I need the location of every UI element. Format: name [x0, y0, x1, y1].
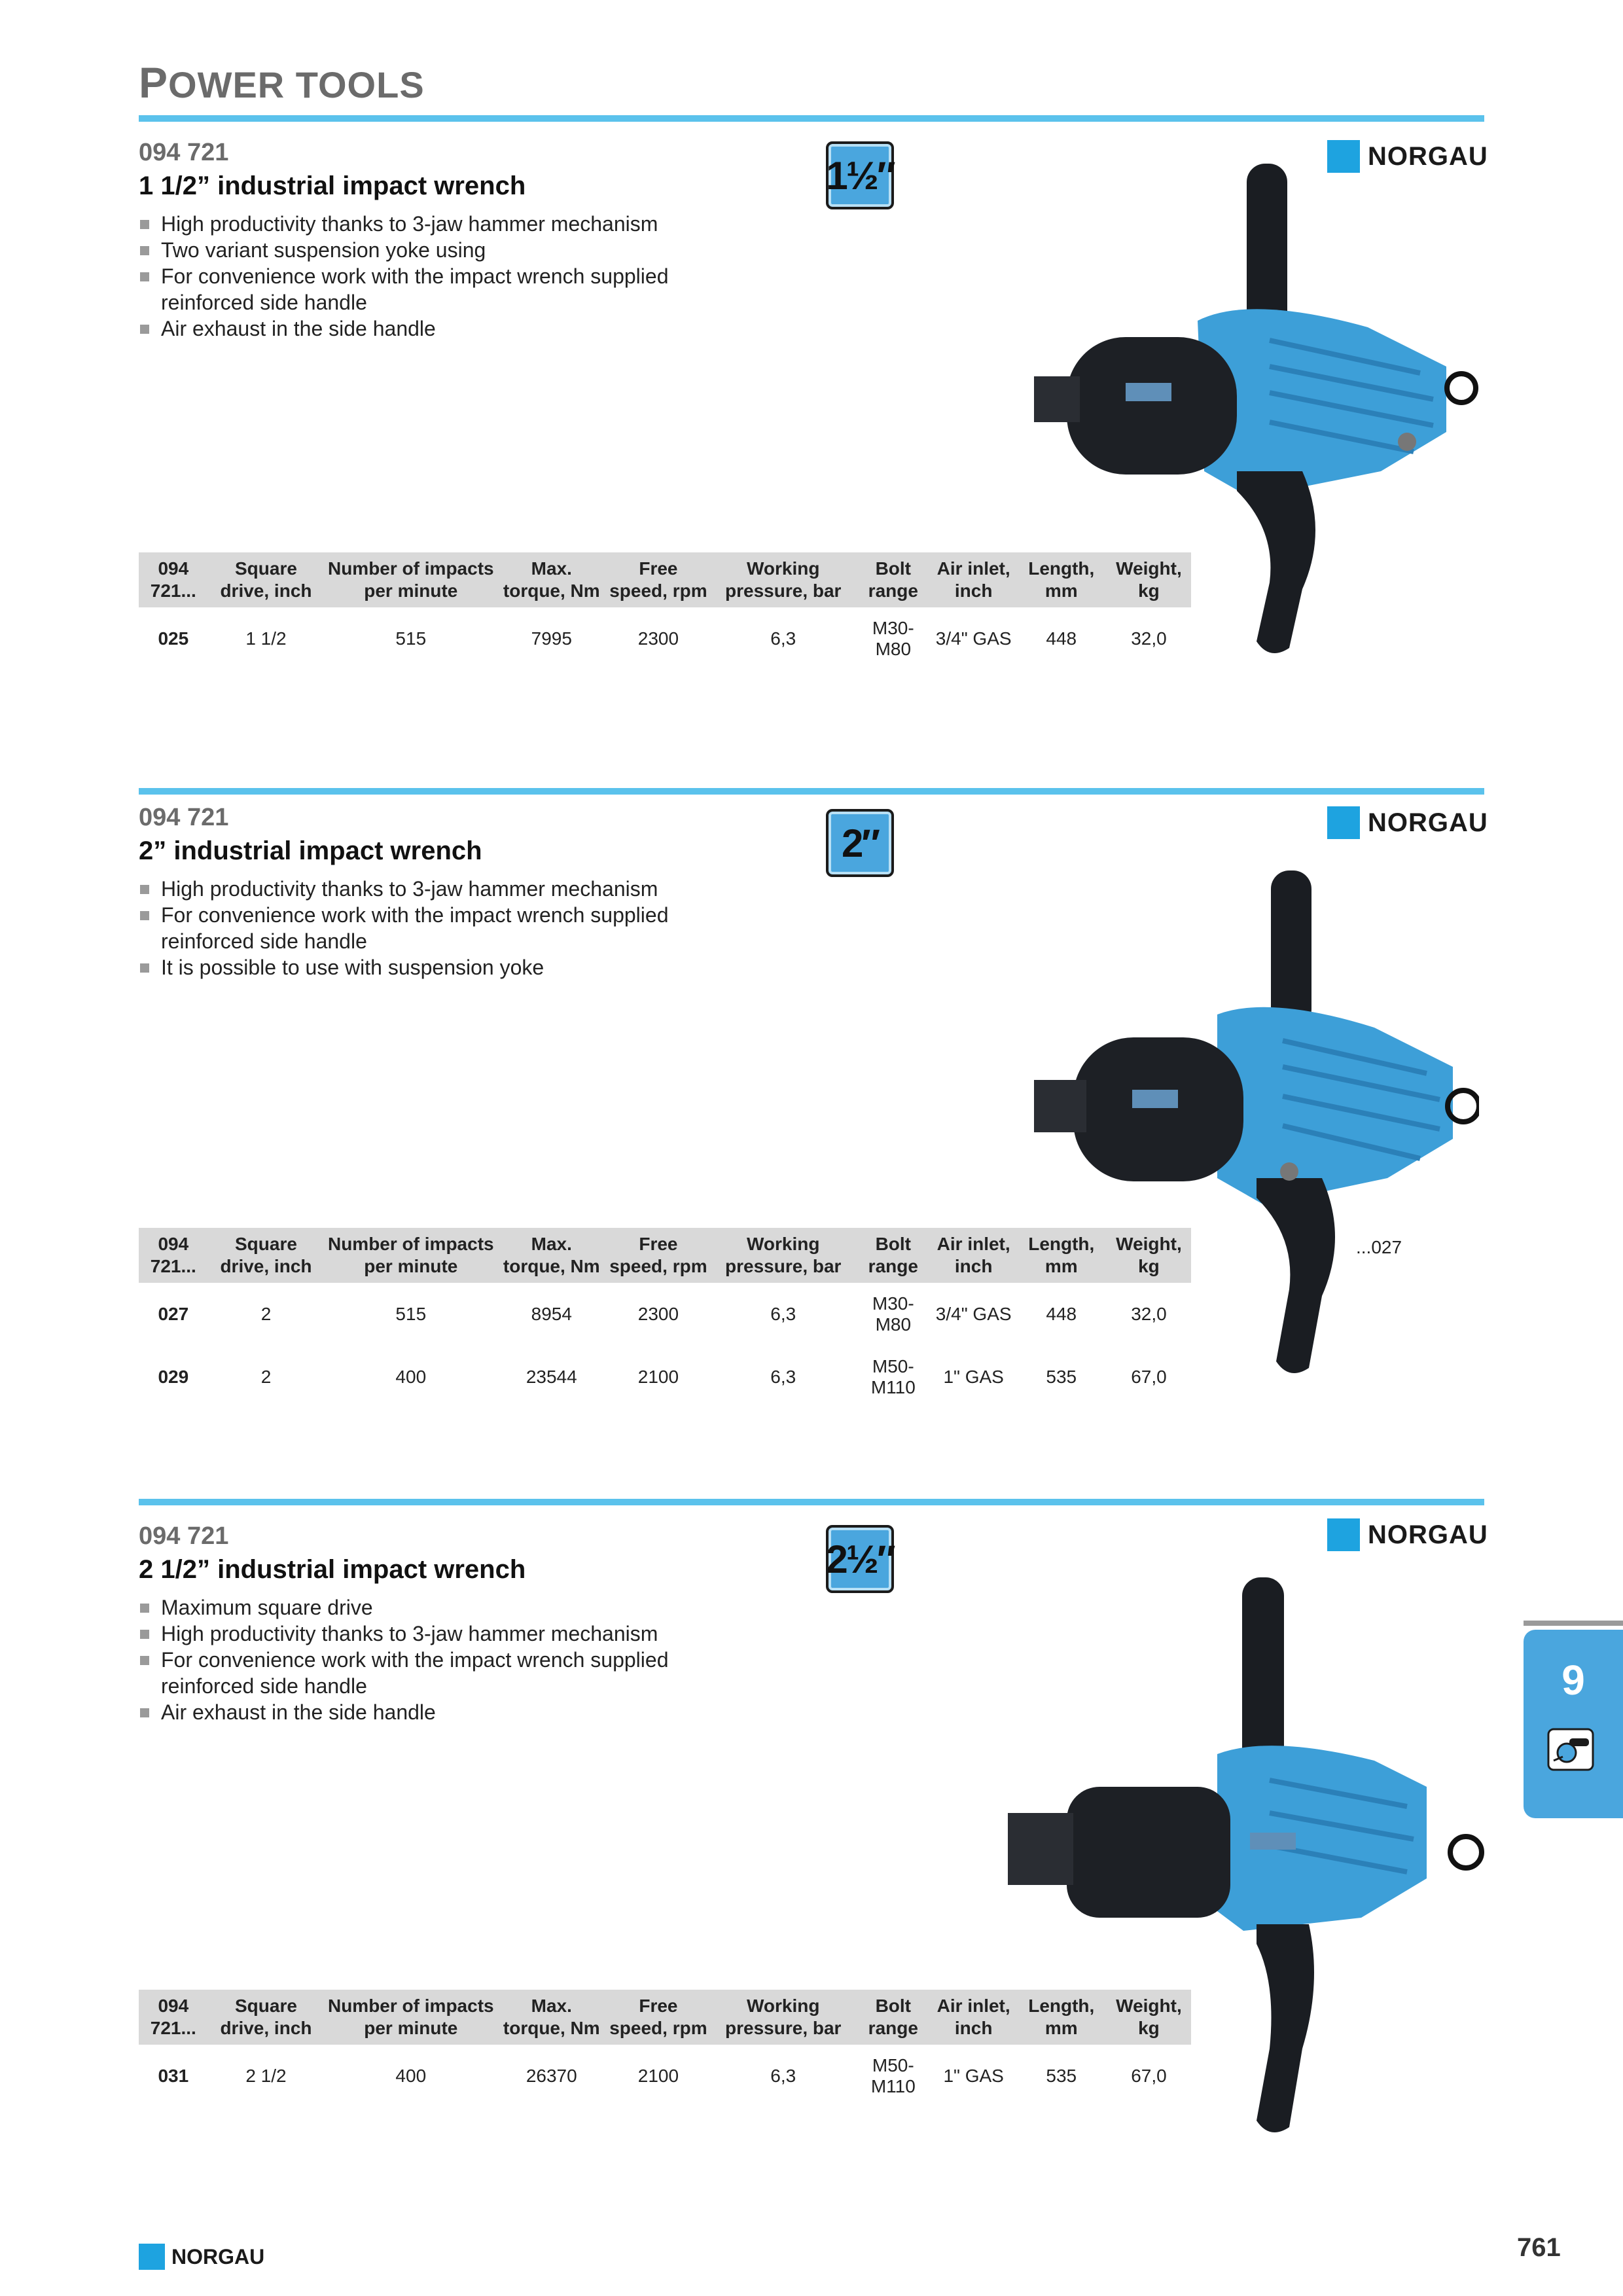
feature-item: High productivity thanks to 3-jaw hammer mechanism: [139, 1621, 711, 1647]
product-title: 1 1/2” industrial impact wrench: [139, 171, 526, 200]
feature-item: Maximum square drive: [139, 1594, 711, 1621]
top-rule: [139, 115, 1484, 122]
feature-item: High productivity thanks to 3-jaw hammer mechanism: [139, 211, 711, 237]
section-rule: [139, 1499, 1484, 1505]
product-code: 094 721: [139, 139, 229, 166]
feature-item: For convenience work with the impact wrench supplied reinforced side handle: [139, 902, 711, 954]
size-badge: 1½″: [826, 141, 894, 209]
size-badge: 2″: [826, 809, 894, 877]
product-code: 094 721: [139, 804, 229, 831]
size-badge: 2½″: [826, 1525, 894, 1593]
table-header-row: 094 721... Square drive, inch Number of impacts per minute Max. torque, Nm Free speed, rpm Working pressure, bar Bolt range Air inlet, inch Length, mm Weight, kg: [139, 552, 1191, 607]
brand-square-icon: [1327, 1518, 1360, 1551]
product-code: 094 721: [139, 1522, 229, 1550]
brand-square-icon: [1327, 806, 1360, 839]
feature-list: [139, 211, 711, 342]
chapter-number: 9: [1561, 1657, 1585, 1704]
table-header-row: 094 721... Square drive, inch Number of impacts per minute Max. torque, Nm Free speed, rpm Working pressure, bar Bolt range Air inlet, inch Length, mm Weight, kg: [139, 1228, 1191, 1283]
feature-item: Air exhaust in the side handle: [139, 1699, 711, 1725]
table-row: 025 1 1/2 515 7995 2300 6,3 M30-M80 3/4" GAS 448 32,0: [158, 618, 1167, 659]
brand-logo: NORGAU: [1327, 140, 1488, 173]
grinder-icon: [1547, 1728, 1594, 1771]
brand-logo: NORGAU: [1327, 1518, 1488, 1551]
page-number: 761: [1517, 2233, 1561, 2262]
feature-item: It is possible to use with suspension yoke: [139, 954, 711, 980]
brand-square-icon: [139, 2244, 165, 2270]
section-rule: [139, 788, 1484, 795]
table-row: 031 2 1/2 400 26370 2100 6,3 M50-M110 1" GAS 535 67,0: [158, 2055, 1167, 2096]
feature-item: Two variant suspension yoke using: [139, 237, 711, 263]
spec-table: [139, 1990, 1191, 2108]
feature-item: For convenience work with the impact wrench supplied reinforced side handle: [139, 263, 711, 315]
table-row: 027 2 515 8954 2300 6,3 M30-M80 3/4" GAS 448 32,0: [158, 1293, 1167, 1335]
tab-rule: [1524, 1621, 1623, 1626]
feature-item: High productivity thanks to 3-jaw hammer mechanism: [139, 876, 711, 902]
feature-item: Air exhaust in the side handle: [139, 315, 711, 342]
chapter-tab[interactable]: [1524, 1630, 1623, 1818]
brand-logo: NORGAU: [1327, 806, 1488, 839]
feature-list: [139, 1594, 711, 1725]
product-title: 2 1/2” industrial impact wrench: [139, 1555, 526, 1584]
spec-table: [139, 552, 1191, 670]
table-row: 029 2 400 23544 2100 6,3 M50-M110 1" GAS 535 67,0: [158, 1356, 1167, 1397]
feature-item: For convenience work with the impact wrench supplied reinforced side handle: [139, 1647, 711, 1699]
table-header-row: 094 721... Square drive, inch Number of impacts per minute Max. torque, Nm Free speed, rpm Working pressure, bar Bolt range Air inlet, inch Length, mm Weight, kg: [139, 1990, 1191, 2045]
product-title: 2” industrial impact wrench: [139, 836, 482, 865]
footer-brand-logo: NORGAU: [139, 2244, 264, 2270]
spec-table: [139, 1228, 1191, 1408]
feature-list: [139, 876, 711, 980]
model-note: ...027: [1356, 1237, 1402, 1257]
page-title: POWER TOOLS: [139, 58, 425, 107]
